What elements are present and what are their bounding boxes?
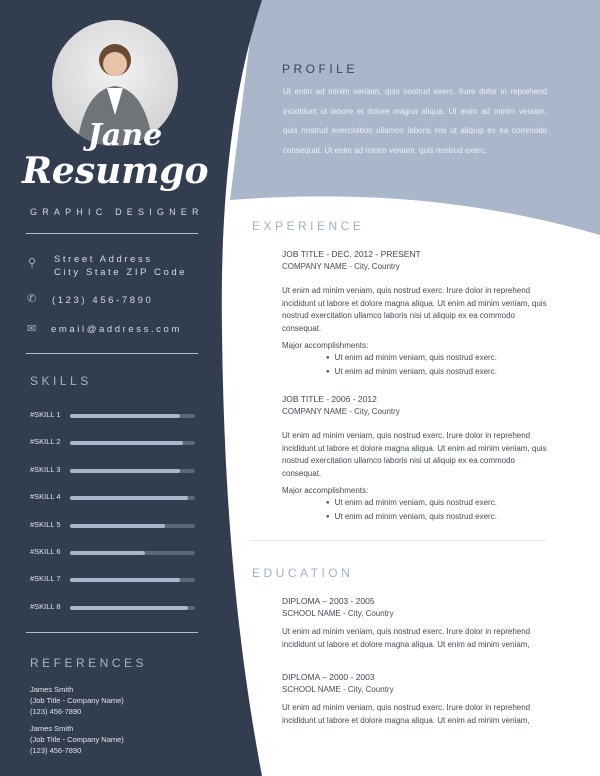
skill-bar-fill	[70, 469, 180, 473]
skill-label: #SKILL 1	[30, 410, 61, 419]
phone-icon: ✆	[27, 293, 37, 305]
education-description: Ut enim ad minim veniam, quis nostrud exerc. Irure dolor in reprehend incididunt ut labore et dolore magna aliqua. Ut enim ad minim veniam,	[282, 703, 531, 725]
reference-item	[30, 684, 124, 717]
school-name: SCHOOL NAME - City, Country	[282, 684, 394, 694]
job-entry	[282, 393, 548, 524]
job-company: COMPANY NAME - City, Country	[282, 406, 400, 416]
address-line2: City State ZIP Code	[54, 267, 188, 278]
profile-heading: PROFILE	[282, 62, 358, 76]
divider	[250, 540, 546, 541]
job-title: JOB TITLE - DEC. 2012 - PRESENT	[282, 249, 421, 259]
skill-item	[30, 410, 200, 422]
skill-label: #SKILL 8	[30, 601, 61, 611]
skill-bar	[70, 496, 195, 500]
accomplishment-item: ● Ut enim ad minim veniam, quis nostrud exerc.	[326, 352, 548, 366]
accomplishments-label: Major accomplishments:	[282, 485, 369, 495]
divider	[26, 353, 198, 354]
diploma-title: DIPLOMA – 2000 - 2003	[282, 672, 375, 682]
school-name: SCHOOL NAME - City, Country	[282, 608, 394, 618]
skill-item	[30, 602, 200, 614]
skill-label: #SKILL 3	[30, 464, 61, 474]
reference-name: James Smith	[30, 685, 74, 694]
education-entry	[282, 671, 548, 727]
job-description: Ut enim ad minim veniam, quis nostrud exerc. Irure dolor in reprehend incididunt ut labore et dolore magna aliqua. Ut enim ad minim veniam, quis nostrud exercitation ullamco laboris nisi ut aliquip ex ea commodo consequat.	[282, 431, 547, 478]
skill-bar	[70, 414, 195, 418]
skill-bar	[70, 606, 195, 610]
skill-label: #SKILL 6	[30, 547, 61, 556]
job-role: GRAPHIC DESIGNER	[30, 207, 204, 217]
job-entry	[282, 248, 548, 379]
skill-bar-fill	[70, 551, 145, 555]
first-name: Jane	[87, 118, 163, 153]
reference-name: James Smith	[30, 724, 74, 733]
skill-item	[30, 574, 200, 586]
skill-bar	[70, 441, 195, 445]
references-heading: REFERENCES	[30, 656, 148, 670]
accomplishments-list	[326, 497, 548, 524]
skill-bar-fill	[70, 524, 165, 528]
divider	[26, 632, 198, 633]
email-icon: ✉	[27, 323, 37, 335]
last-name: Resumgo	[22, 150, 209, 192]
address-line1: Street Address	[54, 254, 153, 265]
education-heading: EDUCATION	[252, 566, 354, 580]
skill-item	[30, 437, 200, 449]
skill-item	[30, 465, 200, 477]
experience-heading: EXPERIENCE	[252, 219, 365, 233]
job-title: JOB TITLE - 2006 - 2012	[282, 394, 377, 404]
reference-title: (Job Title - Company Name)	[30, 735, 124, 744]
skill-bar-fill	[70, 496, 188, 500]
job-company: COMPANY NAME - City, Country	[282, 261, 400, 271]
profile-text: Ut enim ad minim veniam, quis nostrud exerc. Irure dolor in reprehend incididunt ut labore et dolore magna aliqua. Ut enim ad minim veniam, quis nostrud exercitation ullamco laboris nisi ut aliquip ex ea commodo consequat. Ut enim ad minim veniam, quis nostrud exerc.	[283, 87, 547, 155]
accomplishment-item: ● Ut enim ad minim veniam, quis nostrud exerc.	[326, 497, 548, 511]
reference-item	[30, 723, 124, 756]
skill-bar-fill	[70, 606, 188, 610]
accomplishments-list	[326, 352, 548, 379]
job-description: Ut enim ad minim veniam, quis nostrud exerc. Irure dolor in reprehend incididunt ut labore et dolore magna aliqua. Ut enim ad minim veniam, quis nostrud exercitation ullamco laboris nisi ut aliquip ex ea commodo consequat.	[282, 286, 547, 333]
skill-item	[30, 547, 200, 559]
reference-phone: (123) 456-7890	[30, 746, 82, 755]
reference-phone: (123) 456-7890	[30, 707, 82, 716]
accomplishment-item: ● Ut enim ad minim veniam, quis nostrud exerc.	[326, 366, 548, 380]
location-pin-icon: ⚲	[28, 257, 37, 269]
accomplishment-item: ● Ut enim ad minim veniam, quis nostrud exerc.	[326, 511, 548, 525]
diploma-title: DIPLOMA – 2003 - 2005	[282, 596, 375, 606]
skill-bar	[70, 469, 195, 473]
skill-item	[30, 492, 200, 504]
phone: (123) 456-7890	[52, 295, 154, 306]
email: email@address.com	[51, 324, 182, 335]
skill-bar-fill	[70, 414, 180, 418]
education-description: Ut enim ad minim veniam, quis nostrud exerc. Irure dolor in reprehend incididunt ut labore et dolore magna aliqua. Ut enim ad minim veniam,	[282, 627, 531, 649]
address	[54, 253, 187, 279]
skill-bar	[70, 578, 195, 582]
education-entry	[282, 595, 548, 651]
divider	[26, 233, 198, 234]
skill-bar	[70, 524, 195, 528]
accomplishments-label: Major accomplishments:	[282, 340, 369, 350]
skill-label: #SKILL 5	[30, 519, 61, 529]
skill-bar-fill	[70, 441, 183, 445]
skills-heading: SKILLS	[30, 374, 92, 388]
skill-item	[30, 520, 200, 532]
skill-bar	[70, 551, 195, 555]
skill-bar-fill	[70, 578, 180, 582]
skill-label: #SKILL 7	[30, 574, 61, 584]
reference-title: (Job Title - Company Name)	[30, 696, 124, 705]
skill-label: #SKILL 4	[30, 492, 61, 502]
skill-label: #SKILL 2	[30, 437, 61, 447]
